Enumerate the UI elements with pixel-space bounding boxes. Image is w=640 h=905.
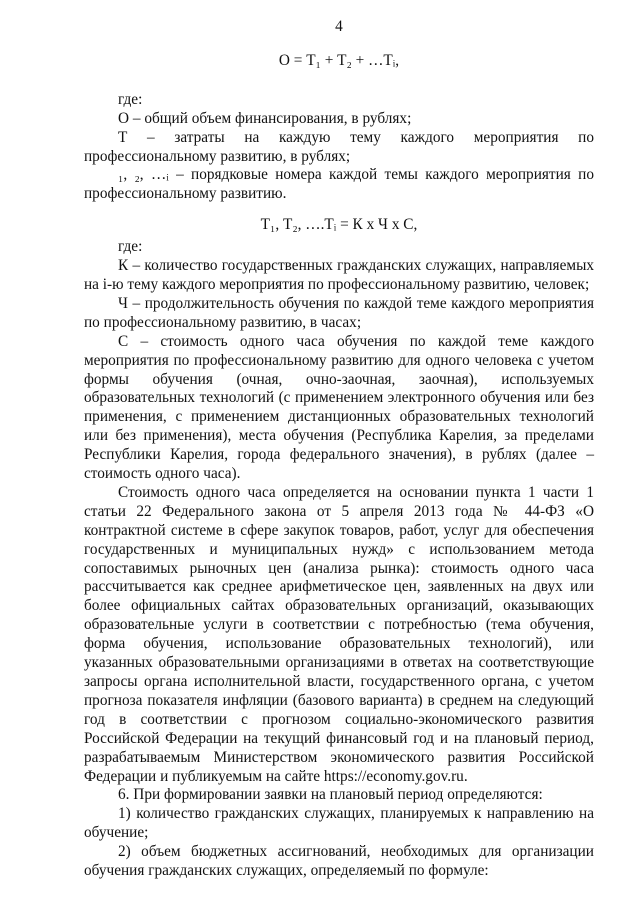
definition-employee-count: К – количество государственных гражданских служащих, направляемых на i-ю тему каждого мероприятия по профессиональному развитию, человек; xyxy=(84,257,594,293)
item-6-subitem-1: 1) количество гражданских служащих, планируемых к направлению на обучение; xyxy=(84,805,594,842)
definition-hour-cost: С – стоимость одного часа обучения по каждой теме каждого мероприятия по профессиональному развитию для одного человека с учетом формы обучения (очная, очно-заочная, заочная), используемых образовательных технологий (с применением электронного обучения или без применения, с применением дистанционных образовательных технологий или без применения), места обучения (Республика Карелия, за пределами Республики Карелия, города федерального значения), в рублях (далее – стоимость одного часа). xyxy=(84,332,594,483)
item-6-heading: 6. При формировании заявки на плановый период определяются: xyxy=(118,786,543,804)
definition-duration: Ч – продолжительность обучения по каждой теме каждого мероприятия по профессиональному развитию, в часах; xyxy=(84,294,594,331)
total-cost-formula: О = Т₁ + Т₂ + …Тᵢ, xyxy=(278,51,400,69)
item-6-subitem-2: 2) объем бюджетных ассигнований, необходимых для организации обучения гражданских служащих, определяемый по формуле: xyxy=(84,843,594,880)
document-page xyxy=(84,18,594,881)
hour-cost-paragraph: Стоимость одного часа определяется на основании пункта 1 части 1 статьи 22 Федерального закона от 5 апреля 2013 года № 44-ФЗ «О контрактной системе в сфере закупок товаров, работ, услуг для обеспечения государственных и муниципальных нужд» с использованием метода сопоставимых рыночных цен (анализа рынка): стоимость одного часа рассчитывается как среднее арифметическое цен, заявленных на двух или более официальных сайтах образовательных организаций, оказывающих образовательные услуги в соответствии с потребностью (тема обучения, форма обучения, использование образовательных технологий), или указанных образовательными организациями в ответах на соответствующие запросы органа исполнительной власти, государственного органа, с учетом прогноза показателя инфляции (базового варианта) в среднем на следующий год в соответствии с прогнозом социально-экономического развития Российской Федерации на текущий финансовый год и на плановый период, разрабатываемым Министерством экономического развития Российской Федерации и публикуемым на сайте https://economy.gov.ru. xyxy=(84,483,594,785)
where-label-2: где: xyxy=(118,238,143,256)
where-label-1: где: xyxy=(118,90,143,108)
definition-cost-per-topic: Т – затраты на каждую тему каждого мероприятия по профессиональному развитию, в рублях; xyxy=(84,128,594,165)
page-number: 4 xyxy=(335,18,343,35)
definition-topic-index: ₁, ₂, …ᵢ – порядковые номера каждой темы каждого мероприятия по профессиональному развитию. xyxy=(84,166,594,203)
definition-total: О – общий объем финансирования, в рублях; xyxy=(118,109,412,127)
topic-cost-formula: Т₁, Т₂, ….Тᵢ = К х Ч х С, xyxy=(260,216,418,234)
